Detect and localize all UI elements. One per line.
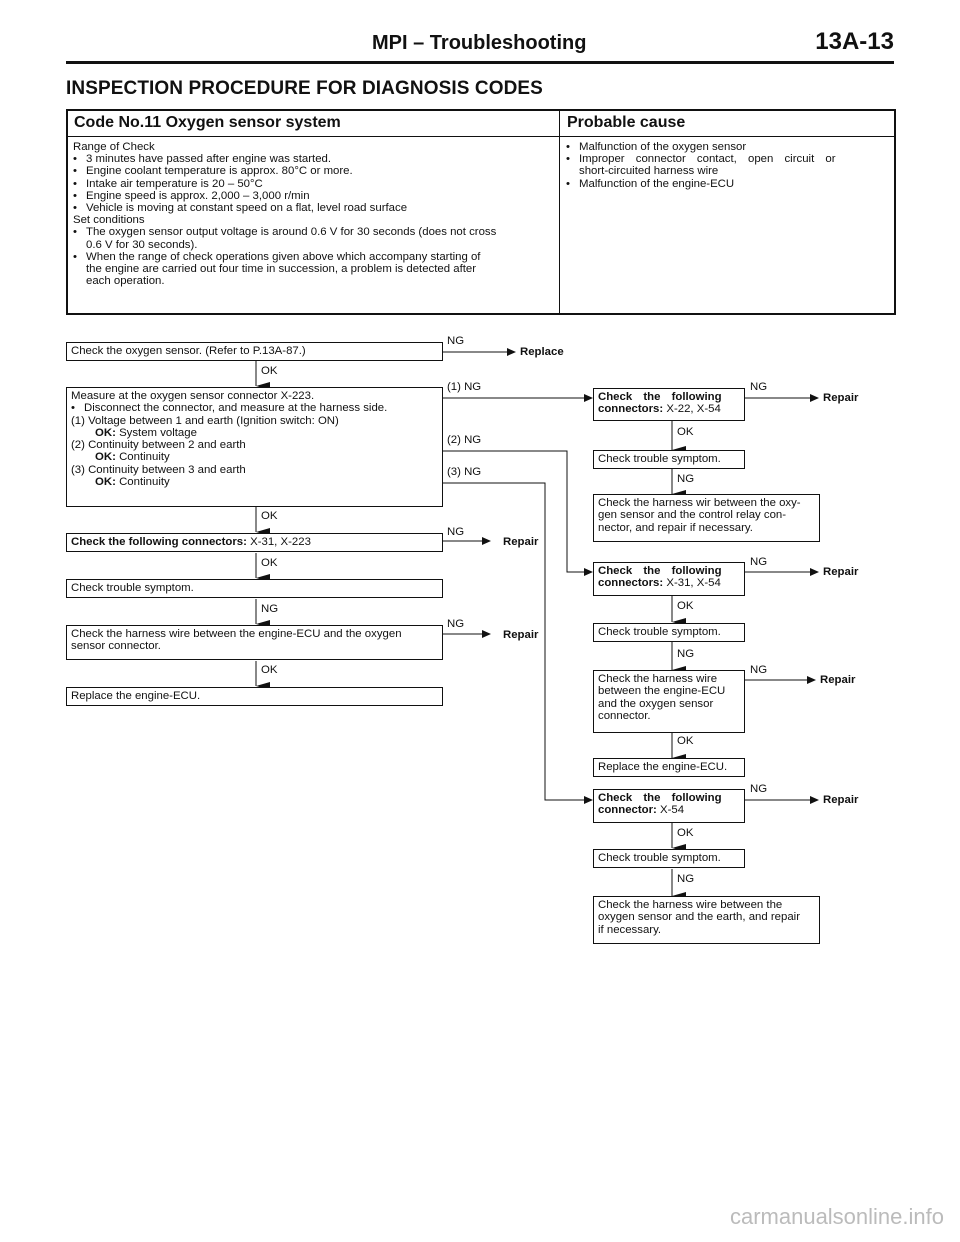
cause-header: Probable cause bbox=[567, 114, 686, 131]
step-text: Replace the engine-ECU. bbox=[598, 761, 728, 773]
step-ok-line: OK: System voltage bbox=[95, 426, 197, 439]
step-check-connectors bbox=[66, 533, 443, 552]
step-text: connectors: X-31, X-54 bbox=[598, 577, 721, 590]
ng-label: NG bbox=[447, 618, 465, 630]
ng-branch-1-label: (1) NG bbox=[447, 381, 482, 393]
range-title: Range of Check bbox=[73, 141, 155, 153]
ok-label: OK bbox=[261, 557, 278, 569]
range-item: • Engine speed is approx. 2,000 – 3,000 r/min bbox=[73, 189, 310, 202]
set-title: Set conditions bbox=[73, 214, 145, 227]
step-text: Check the harness wir between the oxy- bbox=[598, 497, 801, 509]
set-item: • When the range of check operations given above which accompany starting of bbox=[73, 250, 481, 263]
section-title: INSPECTION PROCEDURE FOR DIAGNOSIS CODES bbox=[66, 78, 543, 99]
step-check-trouble-symptom bbox=[593, 623, 745, 642]
step-text: Replace the engine-ECU. bbox=[71, 690, 201, 702]
step-text: nector, and repair if necessary. bbox=[598, 521, 753, 534]
ng-label: NG bbox=[447, 335, 465, 347]
step-text: Check the harness wire between the engine-ECU and the oxygen bbox=[71, 628, 402, 640]
step-text: (3) Continuity between 3 and earth bbox=[71, 463, 246, 476]
cause-item: • Malfunction of the oxygen sensor bbox=[566, 141, 747, 153]
watermark: carmanualsonline.info bbox=[729, 1204, 944, 1229]
step-text: Check the following bbox=[598, 792, 722, 804]
step-check-trouble-symptom bbox=[593, 450, 745, 469]
ng-label: NG bbox=[750, 556, 768, 568]
step-text: Check trouble symptom. bbox=[598, 626, 721, 638]
range-item: • Intake air temperature is 20 – 50°C bbox=[73, 177, 263, 190]
step-text: • Disconnect the connector, and measure at the harness side. bbox=[71, 402, 388, 415]
step-text: connectors: X-22, X-54 bbox=[598, 403, 721, 416]
step-text: (2) Continuity between 2 and earth bbox=[71, 439, 246, 452]
set-item-cont: the engine are carried out four time in succession, a problem is detected after bbox=[86, 263, 477, 276]
page-number: 13A-13 bbox=[815, 28, 894, 55]
step-text: Check the following connectors: X-31, X-223 bbox=[71, 536, 311, 548]
step-check-harness-relay bbox=[593, 494, 820, 542]
result-repair: Repair bbox=[823, 392, 859, 404]
cause-item-cont: short-circuited harness wire bbox=[579, 165, 719, 178]
header-title: MPI – Troubleshooting bbox=[372, 32, 587, 54]
step-text: gen sensor and the control relay con- bbox=[598, 509, 787, 522]
step-check-trouble-symptom bbox=[593, 849, 745, 868]
result-replace: Replace bbox=[520, 346, 564, 358]
ng-label: NG bbox=[261, 603, 279, 615]
ng-label: NG bbox=[677, 473, 695, 485]
ng-label: NG bbox=[447, 526, 465, 538]
step-text: oxygen sensor and the earth, and repair bbox=[598, 911, 801, 924]
result-repair: Repair bbox=[820, 674, 856, 686]
step-check-harness-ecu bbox=[593, 670, 745, 733]
result-repair: Repair bbox=[503, 536, 539, 548]
ok-label: OK bbox=[261, 664, 278, 676]
step-text: Check the harness wire bbox=[598, 673, 718, 685]
ok-label: OK bbox=[261, 510, 278, 522]
ng-label: NG bbox=[750, 783, 768, 795]
ng-label: NG bbox=[750, 664, 768, 676]
set-item-cont: 0.6 V for 30 seconds). bbox=[86, 238, 198, 251]
ng-label: NG bbox=[677, 873, 695, 885]
ok-label: OK bbox=[261, 365, 278, 377]
range-item: • Vehicle is moving at constant speed on a flat, level road surface bbox=[73, 202, 408, 215]
step-check-oxygen-sensor bbox=[66, 342, 443, 361]
ng-branch-3-label: (3) NG bbox=[447, 466, 482, 478]
step-text: if necessary. bbox=[598, 923, 662, 936]
step-text: sensor connector. bbox=[71, 640, 161, 653]
step-check-trouble-symptom bbox=[66, 579, 443, 598]
step-ok-line: OK: Continuity bbox=[95, 451, 170, 464]
step-ok-line: OK: Continuity bbox=[95, 476, 170, 489]
step-text: connector: X-54 bbox=[598, 804, 685, 817]
ng-branch-2-label: (2) NG bbox=[447, 434, 482, 446]
cause-item: • Malfunction of the engine-ECU bbox=[566, 177, 735, 190]
set-item-cont: each operation. bbox=[86, 275, 165, 288]
step-check-harness-wire bbox=[66, 625, 443, 660]
step-text: Check the harness wire between the bbox=[598, 899, 783, 911]
step-text: between the engine-ECU bbox=[598, 685, 726, 698]
step-check-connector-x54 bbox=[593, 789, 745, 823]
result-repair: Repair bbox=[823, 566, 859, 578]
step-text: Check the following bbox=[598, 565, 722, 577]
step-text: Check trouble symptom. bbox=[598, 852, 721, 864]
step-replace-ecu bbox=[593, 758, 745, 777]
step-text: connector. bbox=[598, 709, 651, 722]
step-text: Check the following bbox=[598, 391, 722, 403]
result-repair: Repair bbox=[503, 629, 539, 641]
ok-label: OK bbox=[677, 600, 694, 612]
step-check-connectors-x31 bbox=[593, 562, 745, 596]
step-text: Check the oxygen sensor. (Refer to P.13A-87.) bbox=[71, 345, 306, 357]
ok-label: OK bbox=[677, 426, 694, 438]
step-check-harness-earth bbox=[593, 896, 820, 944]
step-text: Check trouble symptom. bbox=[71, 582, 194, 594]
set-item: • The oxygen sensor output voltage is around 0.6 V for 30 seconds (does not cross bbox=[73, 226, 497, 239]
cause-item: • Improper connector contact, open circuit or bbox=[566, 153, 836, 166]
ok-label: OK bbox=[677, 827, 694, 839]
code-header: Code No.11 Oxygen sensor system bbox=[74, 114, 341, 131]
step-measure-connector bbox=[66, 387, 443, 507]
step-text: (1) Voltage between 1 and earth (Ignition switch: ON) bbox=[71, 414, 339, 427]
result-repair: Repair bbox=[823, 794, 859, 806]
step-replace-ecu bbox=[66, 687, 443, 706]
step-text: and the oxygen sensor bbox=[598, 697, 714, 710]
step-check-connectors-x22 bbox=[593, 388, 745, 421]
ng-label: NG bbox=[750, 381, 768, 393]
step-text: Check trouble symptom. bbox=[598, 453, 721, 465]
range-item: • 3 minutes have passed after engine was started. bbox=[73, 153, 332, 166]
step-text: Measure at the oxygen sensor connector X-223. bbox=[71, 390, 315, 402]
range-item: • Engine coolant temperature is approx. 80°C or more. bbox=[73, 165, 353, 178]
ng-label: NG bbox=[677, 648, 695, 660]
ok-label: OK bbox=[677, 735, 694, 747]
